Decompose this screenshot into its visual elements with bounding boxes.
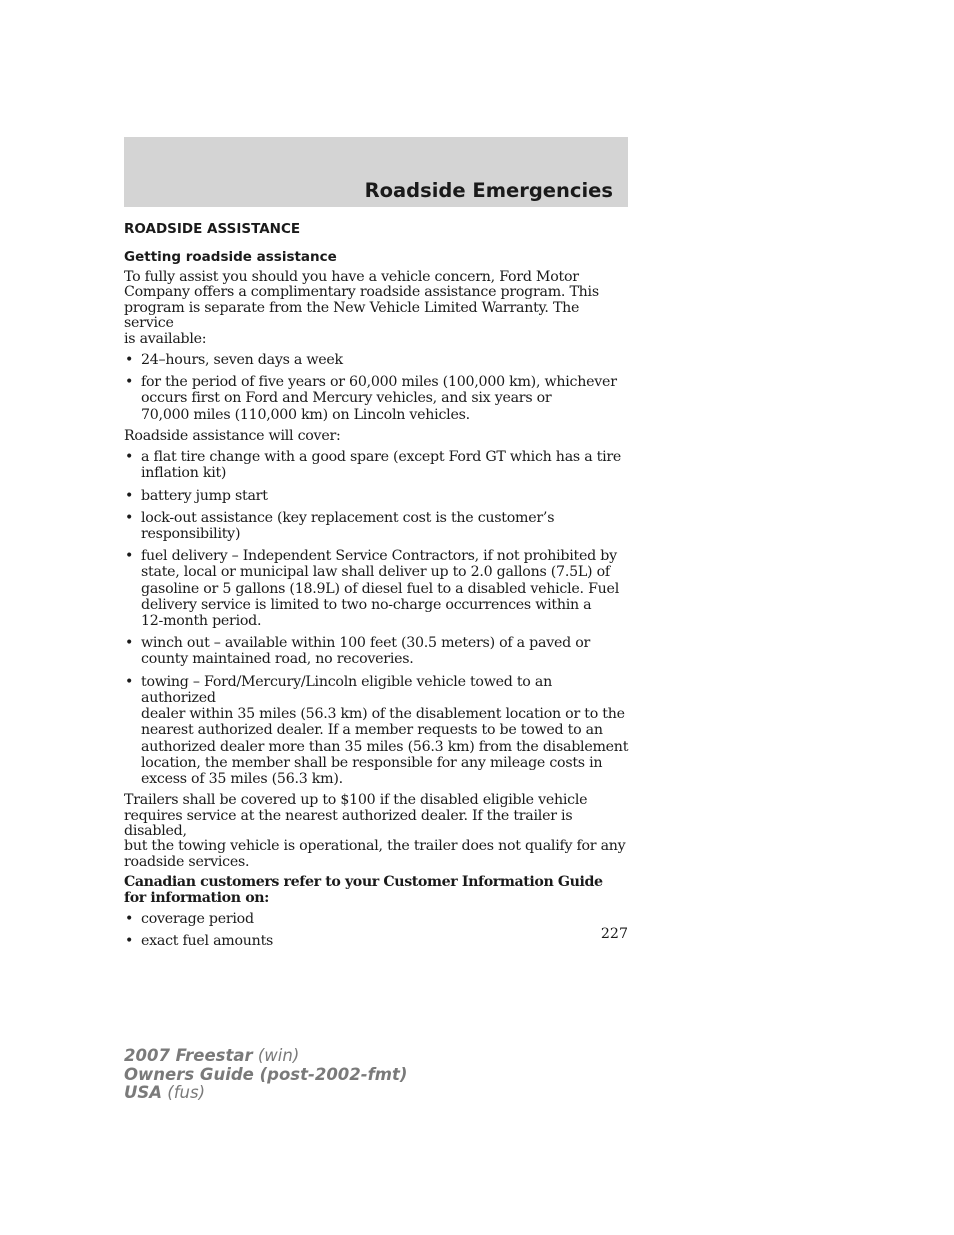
list-item-text: battery jump start [141,487,268,504]
cover-intro: Roadside assistance will cover: [124,427,341,444]
bullet-icon: • [125,910,134,927]
list-item-text: lock-out assistance (key replacement cost is the customer’s responsibility) [141,509,555,543]
bullet-icon: • [125,352,134,369]
list-item [124,933,629,949]
sub-heading: Getting roadside assistance [124,249,337,265]
bullet-icon: • [125,548,134,565]
footer-model: 2007 Freestar [124,1046,253,1065]
list-item-text: coverage period [141,910,254,927]
list-item-text: exact fuel amounts [141,933,274,950]
list-item-text: towing – Ford/Mercury/Lincoln eligible vehicle towed to an authorized dealer within 35 miles (56.3 km) of the disablement location or to the nearest authorized dealer. If a member requests to be towed to an authorized dealer more than 35 miles (56.3 km) from the disablement location, the member shall be responsible for any mileage costs in excess of 35 miles (56.3 km). [141,673,629,787]
list-item-text: for the period of five years or 60,000 miles (100,000 km), whichever occurs first on Ford and Mercury vehicles, and six years or 70,000 miles (110,000 km) on Lincoln vehicles. [141,374,617,423]
section-header-band [124,137,628,207]
availability-list [124,352,629,423]
list-item [124,352,629,368]
document-footer [124,1047,407,1103]
bullet-icon: • [125,374,134,391]
list-item [124,911,629,927]
bullet-icon: • [125,673,134,690]
section-title: Roadside Emergencies [364,179,613,202]
list-item [124,674,629,787]
list-item-text: 24–hours, seven days a week [141,352,343,369]
list-item [124,374,629,423]
canadian-note: Canadian customers refer to your Customer Information Guide for information on: [124,874,603,906]
bullet-icon: • [125,933,134,950]
footer-model-code: (win) [252,1046,300,1065]
footer-guide: Owners Guide (post-2002-fmt) [124,1064,408,1084]
footer-market-code: (fus) [162,1083,206,1102]
list-item-text: fuel delivery – Independent Service Contractors, if not prohibited by state, local or municipal law shall deliver up to 2.0 gallons (7.5L) of gasoline or 5 gallons (18.9L) of diesel fuel to a disabled vehicle. Fuel delivery service is limited to two no-charge occurrences within a 12-month period. [141,548,619,630]
page-number: 227 [600,926,628,942]
bullet-icon: • [125,449,134,466]
intro-paragraph: To fully assist you should you have a vehicle concern, Ford Motor Company offers a complimentary roadside assistance program. This program is separate from the New Vehicle Limited Warranty. The service is available: [124,269,599,347]
list-item [124,449,629,481]
trailers-paragraph: Trailers shall be covered up to $100 if the disabled eligible vehicle requires service at the nearest authorized dealer. If the trailer is disabled, but the towing vehicle is operational, the trailer does not qualify for any roadside services. [124,792,626,870]
list-item [124,635,629,667]
bullet-icon: • [125,487,134,504]
canadian-list [124,911,629,949]
coverage-list [124,449,629,787]
footer-market: USA [124,1083,163,1102]
list-item-text: a flat tire change with a good spare (except Ford GT which has a tire inflation kit) [141,449,622,482]
list-item-text: winch out – available within 100 feet (30.5 meters) of a paved or county maintained road, no recoveries. [141,635,591,668]
section-heading: ROADSIDE ASSISTANCE [124,221,301,237]
bullet-icon: • [125,509,134,526]
list-item [124,510,629,542]
list-item [124,548,629,629]
footer-line-model [124,1047,407,1066]
list-item [124,488,629,504]
page-content [124,221,629,955]
bullet-icon: • [125,635,134,652]
footer-line-market [124,1084,407,1103]
